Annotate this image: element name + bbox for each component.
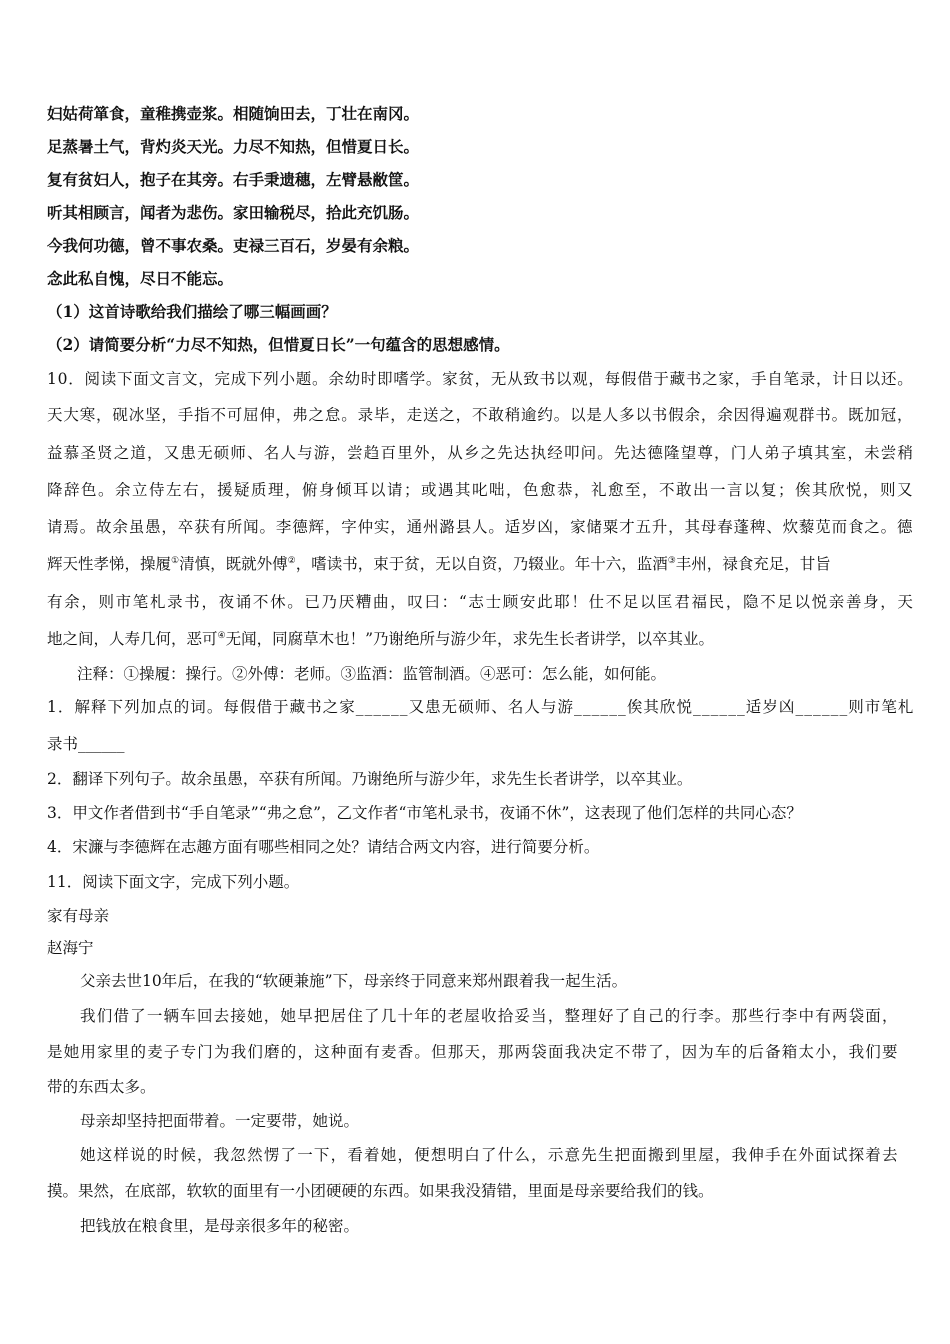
poem-question-2: （2）请简要分析“力尽不知热，但惜夏日长”一句蕴含的思想感情。 [47, 335, 510, 354]
article-author: 赵海宁 [47, 939, 94, 957]
q10-line-6 [47, 554, 831, 574]
q10-line-1: 10．阅读下面文言文，完成下列小题。余幼时即嗜学。家贫，无从致书以观，每假借于藏书之家，手自笔录，计日以还。 [47, 370, 914, 388]
q10-sub-1-cont: 录书______ [47, 735, 125, 753]
poem-question-1: （1）这首诗歌给我们描绘了哪三幅画画？ [47, 302, 337, 321]
q10-line-8-part-a: 地之间，人寿几何，恶可 [47, 630, 218, 648]
q10-sub-4: 4．宋濂与李德辉在志趣方面有哪些相同之处？请结合两文内容，进行简要分析。 [47, 838, 600, 856]
q10-line-6-part-d: 丰州，禄食充足，甘旨 [675, 555, 831, 573]
article-paragraph-5: 把钱放在粮食里，是母亲很多年的秘密。 [80, 1217, 360, 1235]
poem-line-6: 念此私自愧，尽日不能忘。 [47, 269, 234, 288]
q10-line-7: 有余，则市笔札录书，夜诵不休。已乃厌糟曲，叹曰：“志士顾安此耶！仕不足以匡君福民，隐不足以悦亲善身，天 [47, 593, 915, 611]
poem-line-4: 听其相顾言，闻者为悲伤。家田输税尽，拾此充饥肠。 [47, 203, 420, 222]
poem-line-2: 足蒸暑土气，背灼炎天光。力尽不知热，但惜夏日长。 [47, 137, 420, 156]
article-paragraph-1: 父亲去世10年后，在我的“软硬兼施”下，母亲终于同意来郑州跟着我一起生活。 [80, 972, 628, 990]
poem-line-1: 妇姑荷箪食，童稚携壶浆。相随饷田去，丁壮在南冈。 [47, 104, 420, 123]
article-paragraph-2-line-3: 带的东西太多。 [47, 1078, 156, 1096]
q10-line-3: 益慕圣贤之道，又患无硕师、名人与游，尝趋百里外，从乡之先达执经叩问。先达德隆望尊，门人弟子填其室，未尝稍 [47, 444, 915, 462]
q11-intro: 11．阅读下面文字，完成下列小题。 [47, 873, 300, 891]
q10-line-2: 天大寒，砚冰坚，手指不可屈伸，弗之怠。录毕，走送之，不敢稍逾约。以是人多以书假余，余因得遍观群书。既加冠， [47, 406, 914, 424]
q10-sub-3: 3．甲文作者借到书“手自笔录”“弗之怠”，乙文作者“市笔札录书，夜诵不休”，这表现了他们怎样的共同心态？ [47, 804, 802, 822]
footnote-mark-2: ② [287, 555, 296, 566]
article-paragraph-2-line-1: 我们借了一辆车回去接她，她早把居住了几十年的老屋收拾妥当，整理好了自己的行李。那些行李中有两袋面， [80, 1007, 899, 1025]
footnote-mark-3: ③ [667, 555, 676, 566]
q10-annotation: 注释：①操履：操行。②外傅：老师。③监酒：监管制酒。④恶可：怎么能，如何能。 [77, 665, 667, 683]
q10-line-6-part-b: 清慎，既就外傅 [179, 555, 288, 573]
q10-line-8-part-b: 无闻，同腐草木也！”乃谢绝所与游少年，求先生长者讲学，以卒其业。 [225, 630, 715, 648]
poem-line-3: 复有贫妇人，抱子在其旁。右手秉遗穗，左臂悬敝筐。 [47, 170, 420, 189]
article-paragraph-4-line-2: 摸。果然，在底部，软软的面里有一小团硬硬的东西。如果我没猜错，里面是母亲要给我们的钱。 [47, 1182, 714, 1200]
article-paragraph-2-line-2: 是她用家里的麦子专门为我们磨的，这种面有麦香。但那天，那两袋面我决定不带了，因为车的后备箱太小，我们要 [47, 1043, 899, 1061]
q10-line-8 [47, 629, 714, 649]
article-paragraph-4-line-1: 她这样说的时候，我忽然愣了一下，看着她，便想明白了什么，示意先生把面搬到里屋，我伸手在外面试探着去 [80, 1146, 899, 1164]
q10-line-4: 降辞色。余立侍左右，援疑质理，俯身倾耳以请；或遇其叱咄，色愈恭，礼愈至，不敢出一言以复；俟其欣悦，则又 [47, 481, 915, 499]
q10-sub-1: 1．解释下列加点的词。每假借于藏书之家______又患无硕师、名人与游______俟其欣悦______适岁凶______则市笔札 [47, 698, 915, 716]
q10-sub-2: 2．翻译下列句子。故余虽愚，卒获有所闻。乃谢绝所与游少年，求先生长者讲学，以卒其业。 [47, 770, 693, 788]
q10-line-5: 请焉。故余虽愚，卒获有所闻。李德辉，字仲实，通州潞县人。适岁凶，家储粟才五升，其母春蓬稗、炊藜苋而食之。德 [47, 518, 914, 536]
article-title: 家有母亲 [47, 907, 110, 925]
article-paragraph-3: 母亲却坚持把面带着。一定要带，她说。 [80, 1112, 360, 1130]
q10-line-6-part-a: 辉天性孝悌，操履 [47, 555, 172, 573]
footnote-mark-4: ④ [217, 630, 226, 641]
footnote-mark-1: ① [171, 555, 180, 566]
q10-line-6-part-c: ，嗜读书，束于贫，无以自资，乃辍业。年十六，监酒 [295, 555, 668, 573]
poem-line-5: 今我何功德，曾不事农桑。吏禄三百石，岁晏有余粮。 [47, 236, 420, 255]
